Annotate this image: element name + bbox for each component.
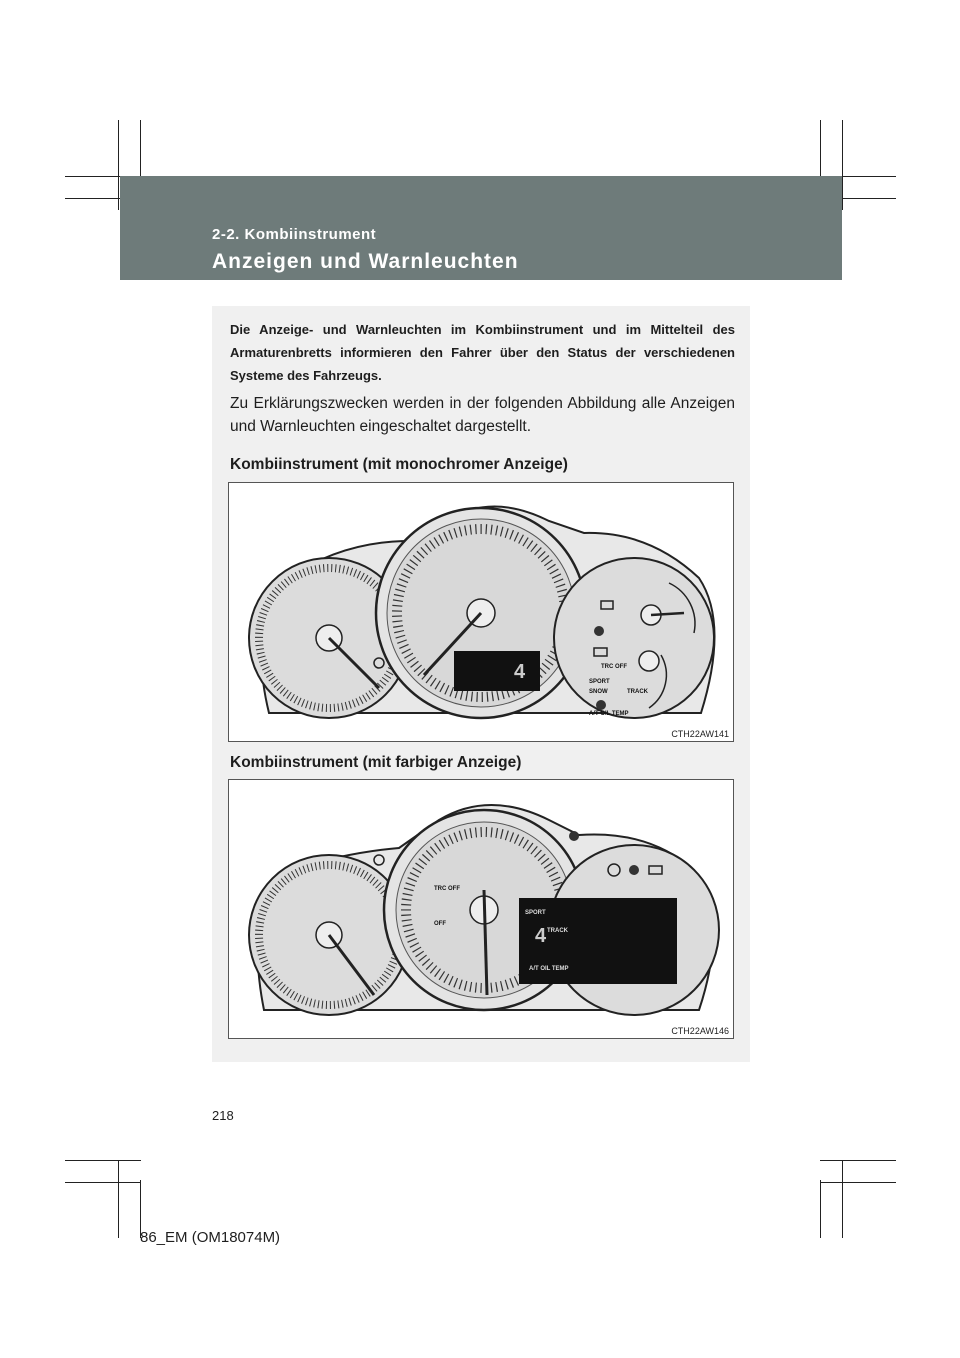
page-number: 218 <box>212 1108 234 1123</box>
cluster-illustration <box>229 780 733 1038</box>
at-oil-temp-label: A/T OIL TEMP <box>529 966 569 972</box>
figure-monochrome-cluster <box>228 482 734 742</box>
body-text: Zu Erklärungszwecken werden in der folgenden Abbildung alle Anzeigen und Warnleuchten eingeschaltet dargestellt. <box>230 395 735 435</box>
crop-mark <box>842 120 843 210</box>
svg-text:4: 4 <box>535 925 547 947</box>
crop-mark <box>118 120 119 210</box>
crop-mark <box>820 1160 896 1161</box>
track-label: TRACK <box>547 928 568 934</box>
figure-code: CTH22AW141 <box>671 729 729 739</box>
crop-mark <box>820 1180 821 1238</box>
fuel-gauge-hub <box>639 651 659 671</box>
oil-pressure-icon <box>594 626 604 636</box>
figure-color-cluster <box>228 779 734 1039</box>
snow-label: SNOW <box>589 689 608 695</box>
vsc-off-label: OFF <box>434 921 446 927</box>
sport-label: SPORT <box>589 679 610 685</box>
document-code: 86_EM (OM18074M) <box>140 1229 281 1246</box>
crop-mark <box>118 1160 119 1238</box>
section-label: 2-2. Kombiinstrument <box>212 226 377 243</box>
sport-label: SPORT <box>525 910 546 916</box>
cluster-illustration <box>229 483 733 741</box>
crop-mark <box>65 1160 141 1161</box>
figure-heading-color: Kombiinstrument (mit farbiger Anzeige) <box>230 754 522 771</box>
crop-mark <box>842 1160 843 1238</box>
track-label: TRACK <box>627 689 648 695</box>
headlight-icon <box>569 831 579 841</box>
trc-off-label: TRC OFF <box>434 886 460 892</box>
intro-text: Die Anzeige- und Warnleuchten im Kombiinstrument und im Mittelteil des Armaturenbretts informieren den Fahrer über den Status der verschiedenen Systeme des Fahrzeugs. <box>230 322 735 383</box>
airbag-icon <box>596 700 606 710</box>
center-display <box>454 651 540 691</box>
trc-off-label: TRC OFF <box>601 664 627 670</box>
content-box <box>212 306 750 1062</box>
svg-text:4: 4 <box>514 661 526 683</box>
figure-heading-monochrome: Kombiinstrument (mit monochromer Anzeige) <box>230 456 568 473</box>
figure-code: CTH22AW146 <box>671 1026 729 1036</box>
crop-mark <box>820 1182 896 1183</box>
airbag-icon <box>629 865 639 875</box>
crop-mark <box>65 1182 141 1183</box>
at-oil-temp-label: A/T OIL TEMP <box>589 711 629 717</box>
header-band <box>120 176 842 280</box>
page-title: Anzeigen und Warnleuchten <box>212 250 519 273</box>
